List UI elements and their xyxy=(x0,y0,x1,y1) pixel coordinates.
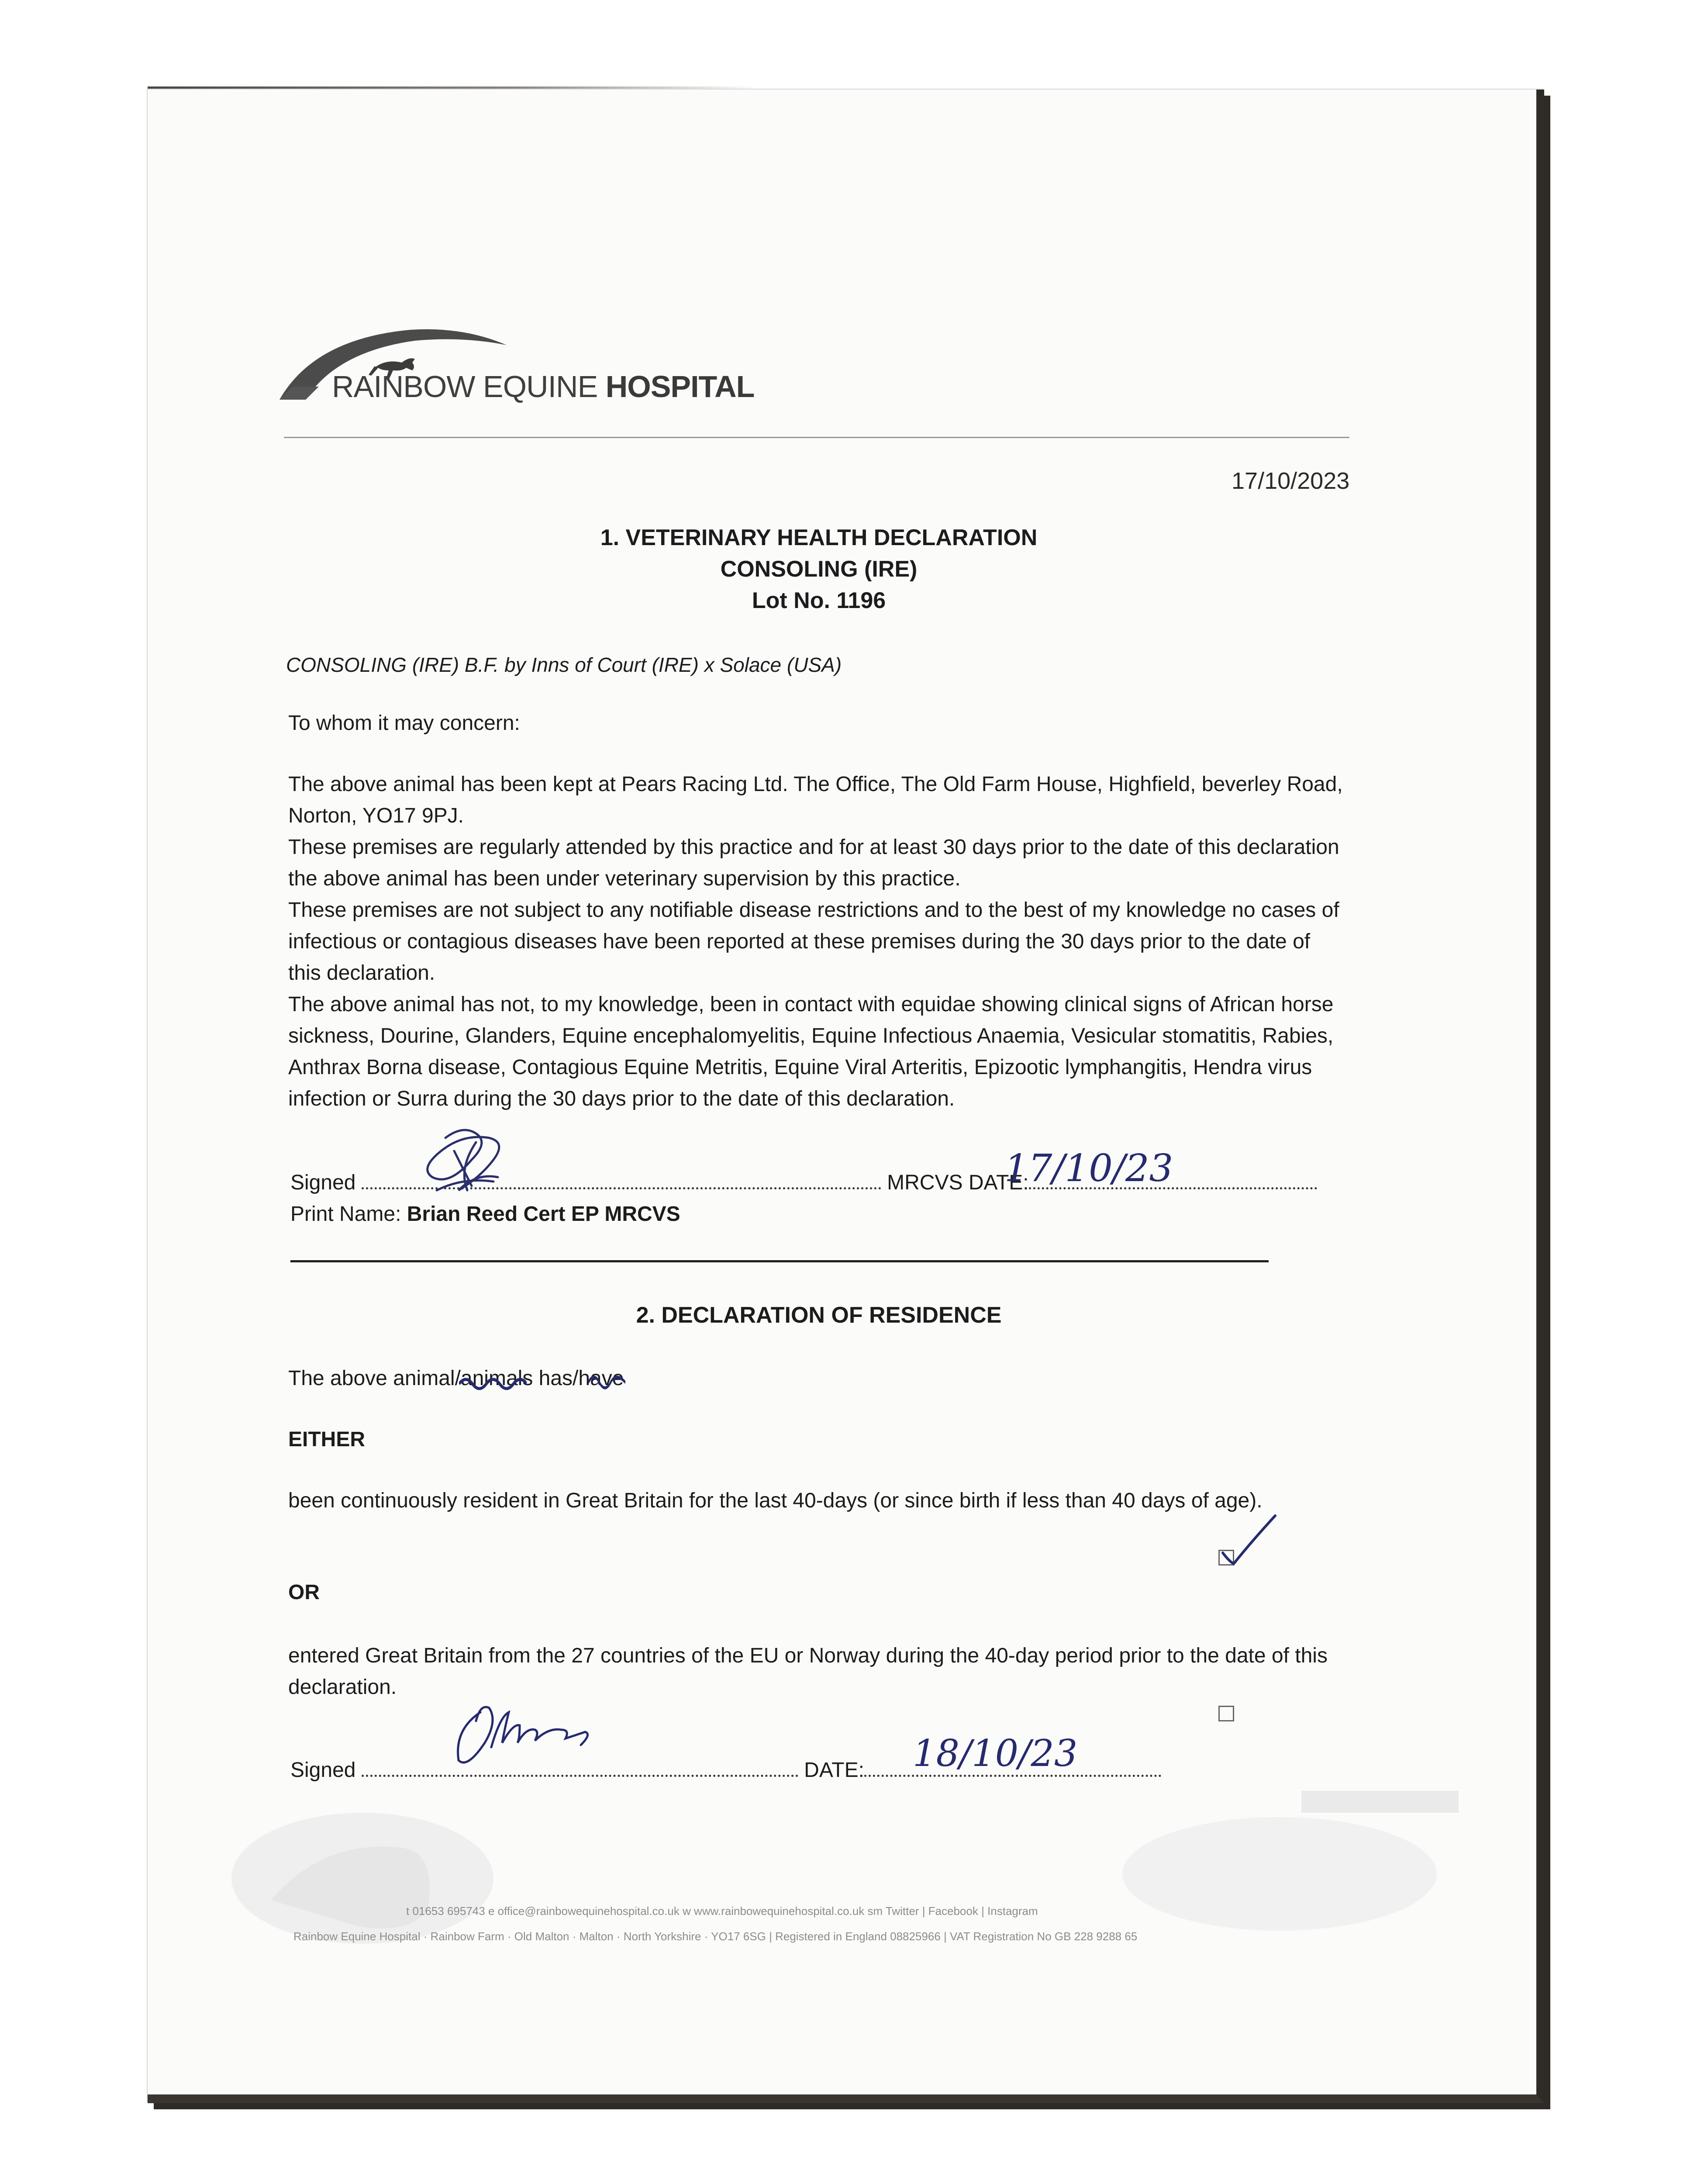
handwritten-date-1: 17/10/23 xyxy=(1004,1147,1173,1190)
paragraph: These premises are not subject to any notifiable disease restrictions and to the best of my knowledge no cases of infectious or contagious diseases have been reported at these premises during the 30 days prior to the date of this declaration. xyxy=(288,898,1339,985)
signed-label: Signed xyxy=(290,1171,356,1194)
paragraph: The above animal has been kept at Pears Racing Ltd. The Office, The Old Farm House, Highfield, beverley Road, Norton, YO17 9PJ. xyxy=(288,773,1343,827)
handwritten-date-2: 18/10/23 xyxy=(913,1732,1078,1775)
or-label: OR xyxy=(288,1581,320,1604)
mrcvs-date-label: MRCVS DATE: xyxy=(887,1171,1029,1194)
struck-word: animal xyxy=(461,1363,522,1394)
logo-text: RAINBOW EQUINE HOSPITAL xyxy=(332,370,755,404)
struck-word: ave xyxy=(590,1363,624,1394)
option-entered-checkbox[interactable] xyxy=(1218,1706,1234,1721)
pedigree-line: CONSOLING (IRE) B.F. by Inns of Court (IRE) x Solace (USA) xyxy=(286,653,842,676)
residence-intro: The above animal/animal s has/have xyxy=(288,1363,1345,1394)
option-resident: been continuously resident in Great Britain for the last 40-days (or since birth if less than 40 days of age). xyxy=(288,1489,1263,1512)
print-name-label: Print Name: xyxy=(290,1203,401,1226)
section-divider xyxy=(290,1260,1269,1262)
paragraph: The above animal has not, to my knowledge, been in contact with equidae showing clinical signs of African horse sickness, Dourine, Glanders, Equine encephalomyelitis, Equine Infectious Anaemia, Vesicular stomatitis, Rabies, Anthrax Borna disease, Contagious Equine Metritis, Equine Viral Arteritis, Epizootic lymphangitis, Hendra virus infection or Surra during the 30 days prior to the date of this declaration. xyxy=(288,993,1334,1110)
either-label: EITHER xyxy=(288,1428,366,1451)
footer-contact: t 01653 695743 e office@rainbowequinehospital.co.uk w www.rainbowequinehospital.co.uk sm Twitter | Facebook | Instagram xyxy=(406,1904,1038,1918)
check-mark-icon xyxy=(1218,1511,1280,1568)
document-date: 17/10/2023 xyxy=(1232,468,1350,494)
owner-signature xyxy=(450,1699,616,1773)
print-name-value: Brian Reed Cert EP MRCVS xyxy=(407,1203,680,1226)
section1-title: 1. VETERINARY HEALTH DECLARATION xyxy=(600,525,1038,550)
date-label: DATE: xyxy=(804,1759,864,1782)
section2-title: 2. DECLARATION OF RESIDENCE xyxy=(636,1303,1002,1328)
paragraph: These premises are regularly attended by this practice and for at least 30 days prior to the date of this declaration the above animal has been under veterinary supervision by this practice. xyxy=(288,836,1339,890)
declaration-body xyxy=(288,769,1345,1115)
salutation: To whom it may concern: xyxy=(288,712,520,735)
lot-number: Lot No. 1196 xyxy=(752,588,886,613)
vet-signature xyxy=(419,1125,520,1208)
footer-registration: Rainbow Equine Hospital · Rainbow Farm · Old Malton · Malton · North Yorkshire · YO17 6SG | Registered in England 08825966 | VAT Registration No GB 228 9288 65 xyxy=(293,1930,1138,1943)
option-entered: entered Great Britain from the 27 countries of the EU or Norway during the 40-day period prior to the date of this declaration. xyxy=(288,1644,1328,1699)
signed-label: Signed xyxy=(290,1759,356,1782)
header-divider xyxy=(284,437,1349,438)
horse-name-heading: CONSOLING (IRE) xyxy=(720,556,918,582)
print-name-row xyxy=(290,1202,680,1226)
